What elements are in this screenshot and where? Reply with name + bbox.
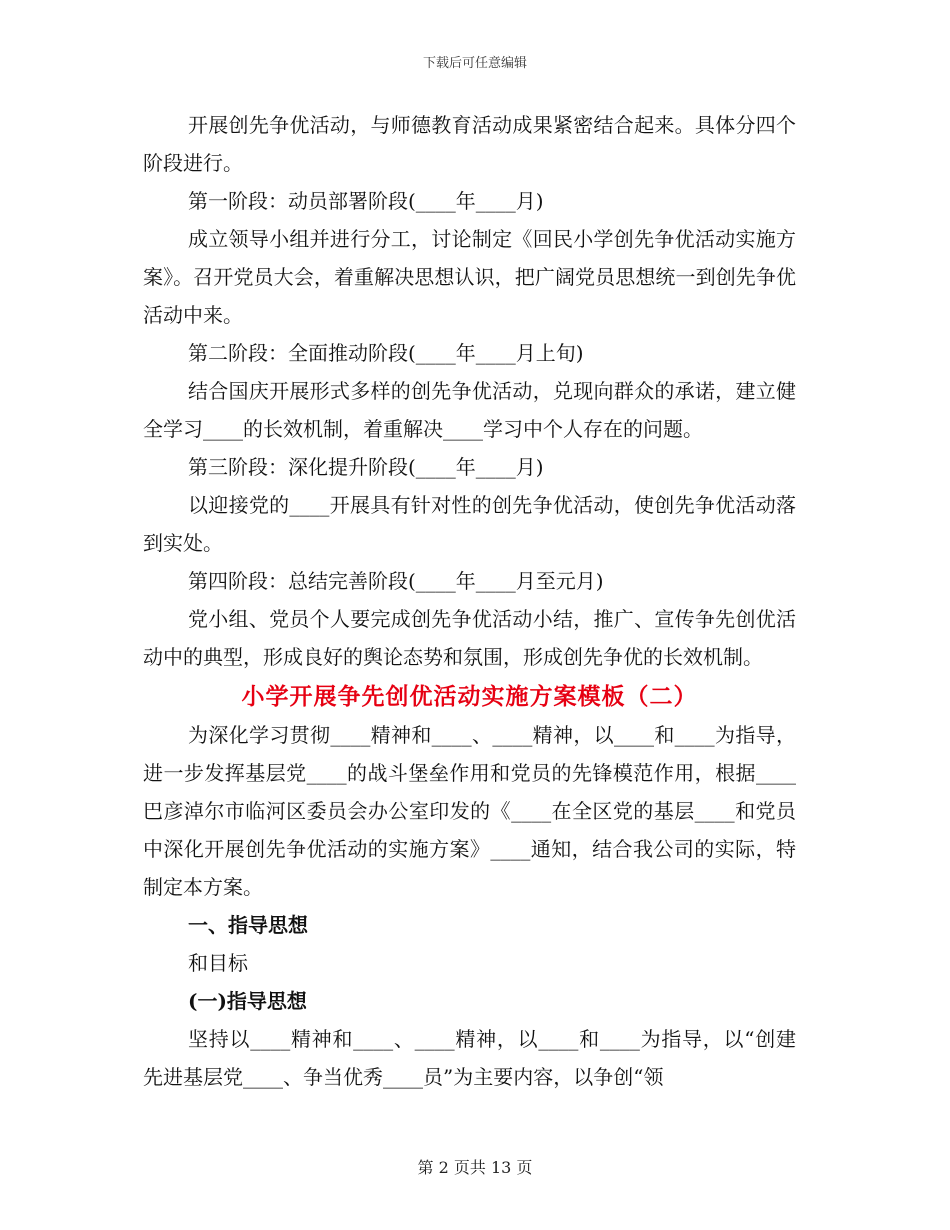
paragraph: 开展创先争优活动，与师德教育活动成果紧密结合起来。具体分四个阶段进行。 — [143, 113, 796, 175]
stage-heading: 第二阶段：全面推动阶段(____年____月上旬) — [188, 341, 584, 365]
page-header: 下载后可任意编辑 — [422, 56, 527, 71]
document-body — [143, 106, 796, 1096]
paragraph: 成立领导小组并进行分工，讨论制定《回民小学创先争优活动实施方案》。召开党员大会，着重解决思想认识，把广阔党员思想统一到创先争优活动中来。 — [143, 227, 796, 327]
stage-heading: 第一阶段：动员部署阶段(____年____月) — [188, 189, 544, 213]
stage-heading: 第四阶段：总结完善阶段(____年____月至元月) — [188, 569, 604, 593]
paragraph: 结合国庆开展形式多样的创先争优活动，兑现向群众的承诺，建立健全学习____的长效机制，着重解决____学习中个人存在的问题。 — [143, 379, 796, 441]
paragraph: 为深化学习贯彻____精神和____、____精神，以____和____为指导，进一步发挥基层党____的战斗堡垒作用和党员的先锋模范作用，根据____巴彦淖尔市临河区委员会办公室印发的《____在全区党的基层____和党员中深化开展创先争优活动的实施方案》____通知，结合我公司的实际，特制定本方案。 — [143, 723, 796, 899]
page-footer: 第 2 页共 13 页 — [417, 1158, 533, 1177]
stage-heading: 第三阶段：深化提升阶段(____年____月) — [188, 455, 544, 479]
paragraph: 和目标 — [188, 951, 248, 975]
section-title: 小学开展争先创优活动实施方案模板（二） — [241, 683, 698, 710]
paragraph: 坚持以____精神和____、____精神，以____和____为指导，以“创建先进基层党____、争当优秀____员”为主要内容，以争创“领 — [143, 1027, 796, 1089]
heading-guiding-ideology: 一、指导思想 — [188, 913, 308, 937]
subheading-guiding-ideology: (一)指导思想 — [188, 989, 307, 1013]
paragraph: 以迎接党的____开展具有针对性的创先争优活动，使创先争优活动落到实处。 — [143, 493, 796, 555]
paragraph: 党小组、党员个人要完成创先争优活动小结，推广、宣传争先创优活动中的典型，形成良好的舆论态势和氛围，形成创先争优的长效机制。 — [143, 607, 796, 669]
